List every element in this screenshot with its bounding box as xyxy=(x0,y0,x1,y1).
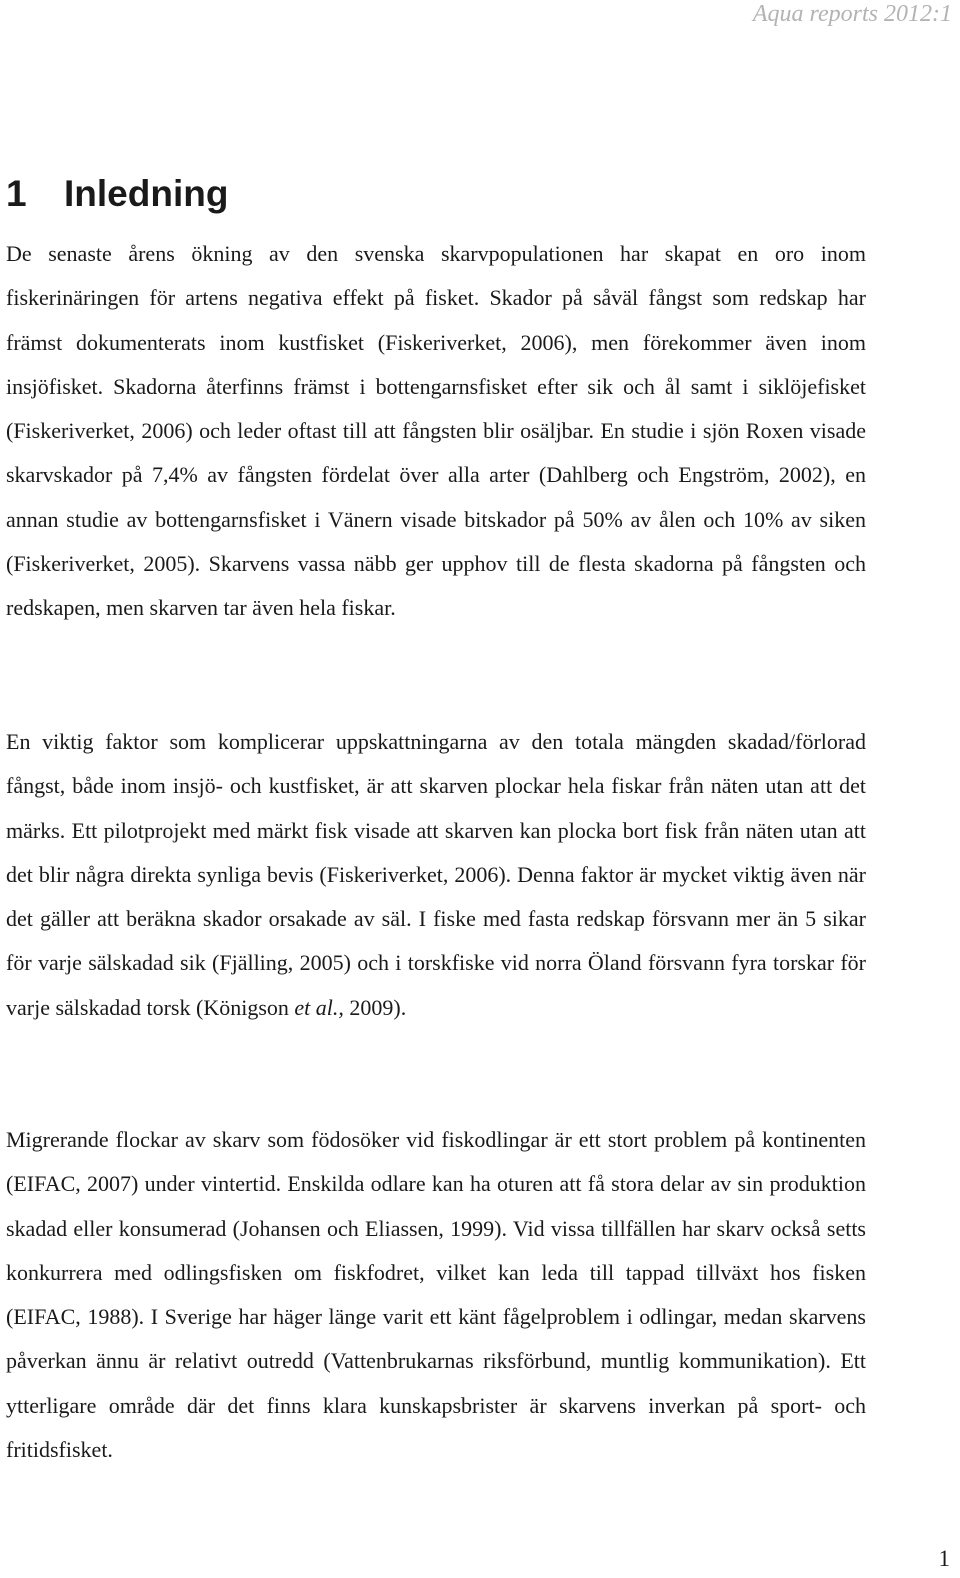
chapter-heading xyxy=(6,172,228,216)
chapter-title: Inledning xyxy=(64,173,229,214)
paragraph-2-text-end: 2009). xyxy=(343,994,407,1020)
body-paragraph-3: Migrerande flockar av skarv som födosöker vid fiskodlingar är ett stort problem på kontinenten (EIFAC, 2007) under vintertid. Enskilda odlare kan ha oturen att få stora delar av sin produktion skadad eller konsumerad (Johansen och Eliassen, 1999). Vid vissa tillfällen har skarv också setts konkurrera med odlingsfisken om fiskfodret, vilket kan leda till tappad tillväxt hos fisken (EIFAC, 1988). I Sverige har häger länge varit ett känt fågelproblem i odlingar, medan skarvens påverkan ännu är relativt outredd (Vattenbrukarnas riksförbund, muntlig kommunikation). Ett ytterligare område där det finns klara kunskapsbrister är skarvens inverkan på sport- och fritidsfisket. xyxy=(6,1127,866,1463)
page-number: 1 xyxy=(938,1546,950,1571)
chapter-number: 1 xyxy=(6,173,27,214)
body-paragraph-1: De senaste årens ökning av den svenska skarvpopulationen har skapat en oro inom fiskerinäringen för artens negativa effekt på fisket. Skador på såväl fångst som redskap har främst dokumenterats inom kustfisket (Fiskeriverket, 2006), men förekommer även inom insjöfisket. Skadorna återfinns främst i bottengarnsfisket efter sik och ål samt i siklöjefisket (Fiskeriverket, 2006) och leder oftast till att fångsten blir osäljbar. En studie i sjön Roxen visade skarvskador på 7,4% av fångsten fördelat över alla arter (Dahlberg och Engström, 2002), en annan studie av bottengarnsfisket i Vänern visade bitskador på 50% av ålen och 10% av siken (Fiskeriverket, 2005). Skarvens vassa näbb ger upphov till de flesta skadorna på fångsten och redskapen, men skarven tar även hela fiskar. xyxy=(6,241,866,621)
paragraph-2-text-start: En viktig faktor som komplicerar uppskattningarna av den totala mängden skadad/förlorad fångst, både inom insjö- och kustfisket, är att skarven plockar hela fiskar från näten utan att det märks. Ett pilotprojekt med märkt fisk visade att skarven kan plocka bort fisk från näten utan att det blir några direkta synliga bevis (Fiskeriverket, 2006). Denna faktor är mycket viktig även när det gäller att beräkna skador orsakade av säl. I fiske med fasta redskap försvann mer än 5 sikar för varje sälskadad sik (Fjälling, 2005) och i torskfiske vid norra Öland försvann fyra torskar för varje sälskadad torsk (Königson xyxy=(6,729,866,1020)
citation-et-al: et al., xyxy=(294,994,344,1020)
body-paragraph-2 xyxy=(6,720,866,1030)
running-header: Aqua reports 2012:1 xyxy=(752,1,952,27)
